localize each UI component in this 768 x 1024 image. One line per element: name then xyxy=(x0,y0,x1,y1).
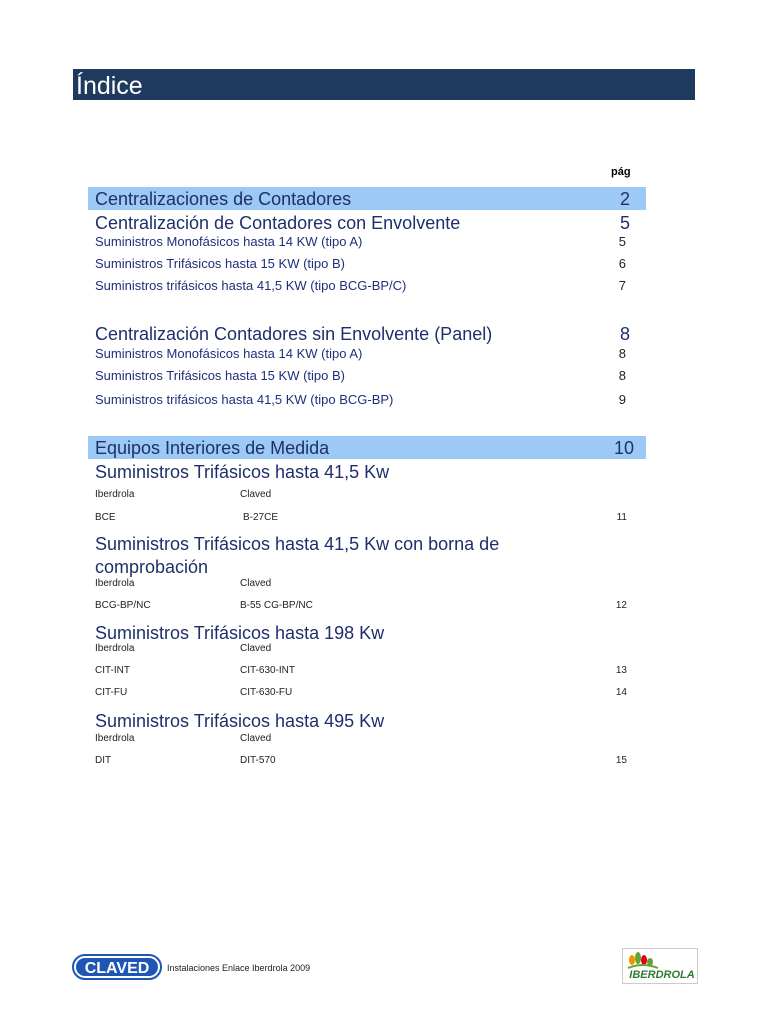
column-label-iberdrola: Iberdrola xyxy=(95,643,135,654)
column-label-iberdrola: Iberdrola xyxy=(95,489,135,500)
equipment-heading: Suministros Trifásicos hasta 198 Kw xyxy=(95,623,385,643)
footer-text: Instalaciones Enlace Iberdrola 2009 xyxy=(167,963,311,973)
toc-item: Suministros Monofásicos hasta 14 KW (tipo A) xyxy=(95,346,363,361)
toc-item-page: 5 xyxy=(618,234,626,249)
iberdrola-code: DIT xyxy=(95,755,112,766)
page-column-header: pág xyxy=(611,166,631,178)
equipment-page: 14 xyxy=(615,687,627,698)
claved-code: DIT-570 xyxy=(240,755,276,766)
section-heading: Centralización de Contadores con Envolvente xyxy=(95,213,461,233)
toc-item: Suministros trifásicos hasta 41,5 KW (tipo BCG-BP) xyxy=(95,392,394,407)
section-page-number: 5 xyxy=(619,213,630,233)
section-page-number: 2 xyxy=(619,189,630,209)
toc-item-page: 9 xyxy=(618,392,626,407)
section-heading: Centralización Contadores sin Envolvente (Panel) xyxy=(95,324,493,344)
claved-code: B-55 CG-BP/NC xyxy=(240,600,313,611)
equipment-page: 15 xyxy=(615,755,627,766)
section-heading: Centralizaciones de Contadores xyxy=(95,189,352,209)
toc-item: Suministros Trifásicos hasta 15 KW (tipo B) xyxy=(95,256,345,271)
column-label-claved: Claved xyxy=(240,733,272,744)
iberdrola-code: CIT-INT xyxy=(95,665,130,676)
column-label-iberdrola: Iberdrola xyxy=(95,733,135,744)
equipment-page: 11 xyxy=(616,512,627,523)
iberdrola-code: BCG-BP/NC xyxy=(95,600,151,611)
toc-item: Suministros trifásicos hasta 41,5 KW (tipo BCG-BP/C) xyxy=(95,278,407,293)
iberdrola-logo-text: IBERDROLA xyxy=(629,969,695,981)
toc-item: Suministros Trifásicos hasta 15 KW (tipo B) xyxy=(95,368,345,383)
equipment-heading: Suministros Trifásicos hasta 41,5 Kw con borna de xyxy=(95,534,500,554)
equipment-heading-continued: comprobación xyxy=(95,557,209,577)
page-title: Índice xyxy=(76,72,143,100)
equipment-heading: Suministros Trifásicos hasta 495 Kw xyxy=(95,711,385,731)
column-label-iberdrola: Iberdrola xyxy=(95,578,135,589)
claved-code: CIT-630-FU xyxy=(240,687,293,698)
column-label-claved: Claved xyxy=(240,578,272,589)
claved-logo-text: CLAVED xyxy=(84,960,150,977)
section-page-number: 10 xyxy=(613,438,634,458)
toc-item-page: 6 xyxy=(618,256,626,271)
section-heading: Equipos Interiores de Medida xyxy=(95,438,330,458)
toc-item-page: 8 xyxy=(618,368,626,383)
toc-item: Suministros Monofásicos hasta 14 KW (tipo A) xyxy=(95,234,363,249)
toc-item-page: 8 xyxy=(618,346,626,361)
claved-logo xyxy=(72,954,162,980)
equipment-page: 12 xyxy=(615,600,627,611)
column-label-claved: Claved xyxy=(240,643,272,654)
toc-item-page: 7 xyxy=(618,278,626,293)
claved-code: CIT-630-INT xyxy=(240,665,296,676)
equipment-heading: Suministros Trifásicos hasta 41,5 Kw xyxy=(95,462,390,482)
iberdrola-logo xyxy=(622,948,698,984)
iberdrola-code: BCE xyxy=(95,512,116,523)
equipment-page: 13 xyxy=(615,665,627,676)
title-bar xyxy=(73,69,695,100)
iberdrola-code: CIT-FU xyxy=(95,687,128,698)
claved-code: B-27CE xyxy=(243,512,279,523)
column-label-claved: Claved xyxy=(240,489,272,500)
section-page-number: 8 xyxy=(619,324,630,344)
